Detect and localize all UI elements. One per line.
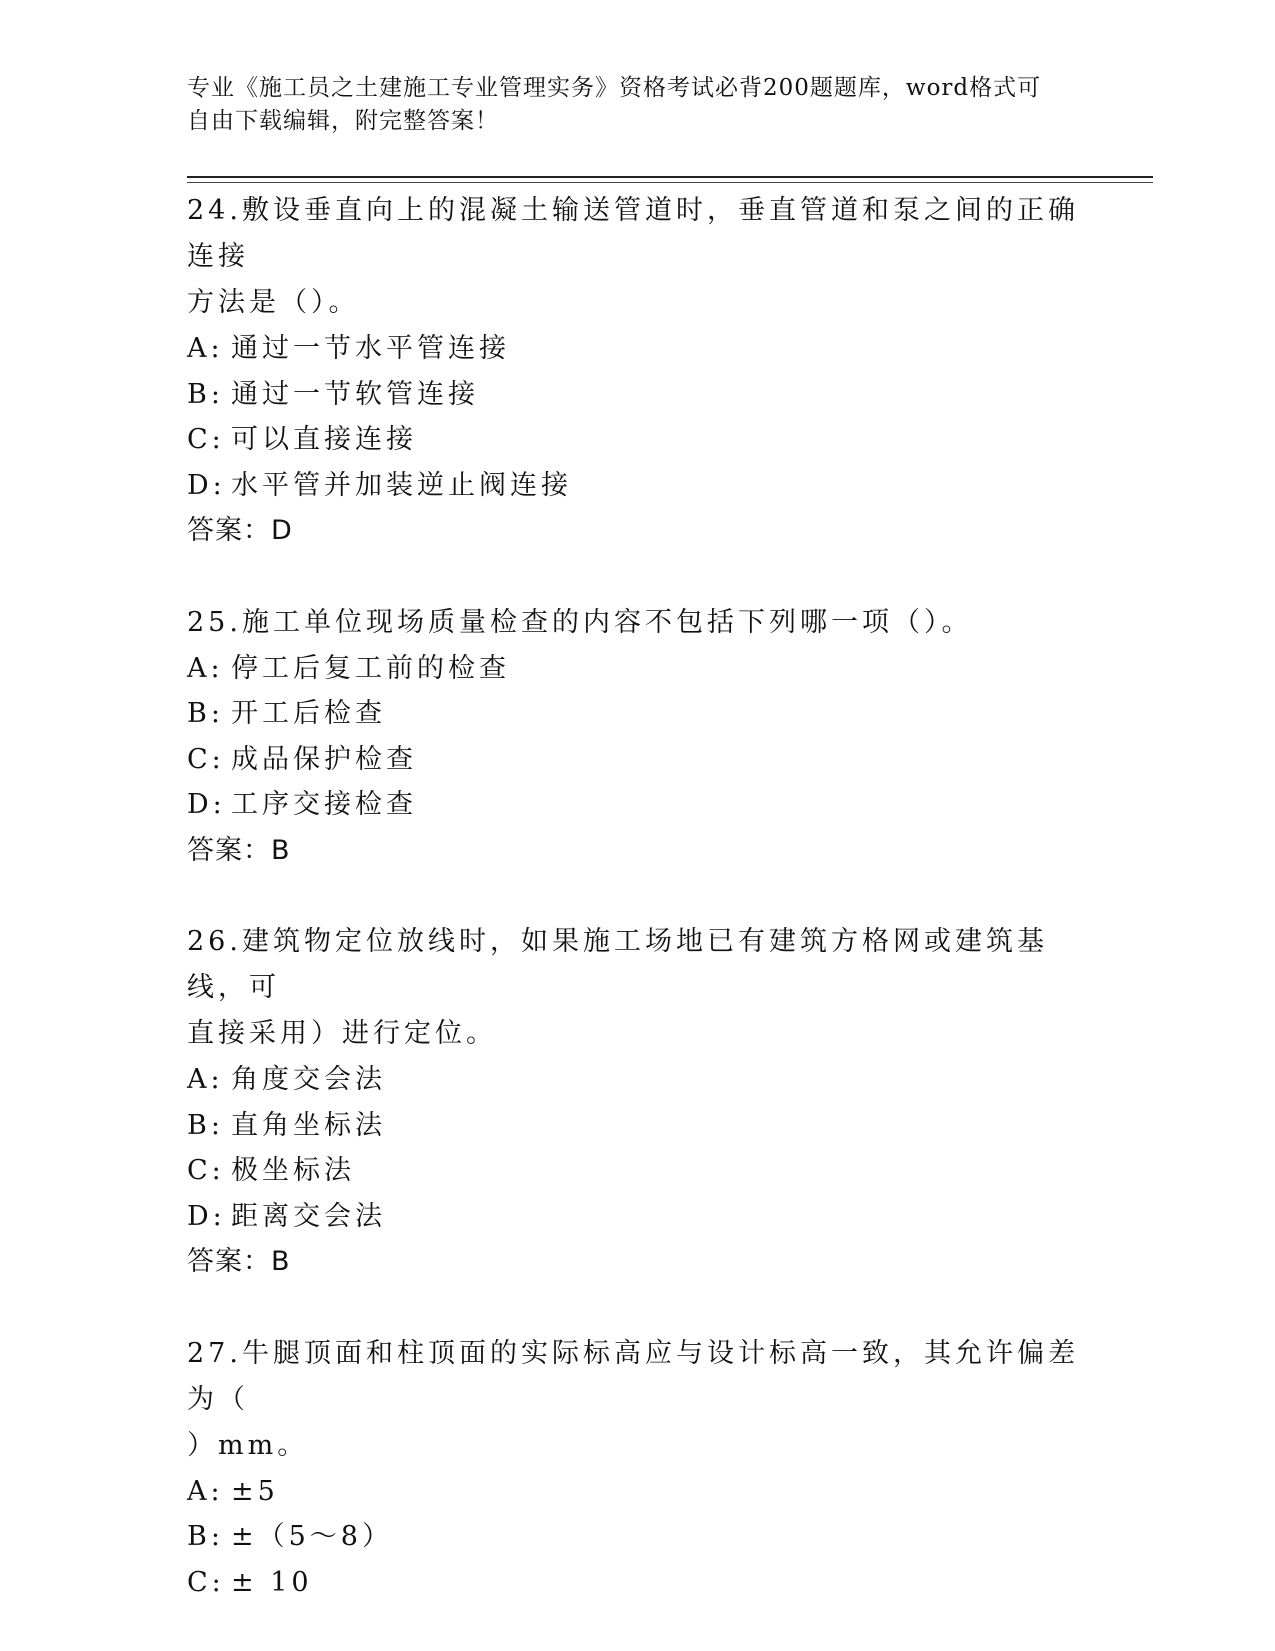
question-24	[187, 188, 1087, 554]
option-letter: C:	[187, 743, 225, 775]
option-text: 水平管并加装逆止阀连接	[231, 469, 572, 501]
option-letter: B:	[187, 378, 224, 410]
answer-line: 答案：B	[187, 834, 291, 866]
option-text: ± 10	[231, 1566, 313, 1598]
option-b	[187, 1103, 1087, 1149]
question-stem	[187, 919, 1087, 1057]
option-a	[187, 326, 1087, 372]
option-letter: C:	[187, 1155, 225, 1186]
option-text: 距离交会法	[231, 1200, 386, 1232]
question-stem-line-1: 27.牛腿顶面和柱顶面的实际标高应与设计标高一致，其允许偏差为（	[187, 1337, 1079, 1415]
option-text: 停工后复工前的检查	[231, 652, 510, 684]
document-header	[187, 72, 1067, 138]
question-stem	[187, 600, 1087, 646]
option-letter: A:	[187, 652, 224, 684]
option-a	[187, 1057, 1087, 1103]
option-text: 极坐标法	[231, 1155, 355, 1186]
option-d	[187, 782, 1087, 828]
header-line-2: 自由下载编辑，附完整答案！	[187, 108, 499, 134]
question-stem-line-1: 25.施工单位现场质量检查的内容不包括下列哪一项（）。	[187, 606, 973, 638]
answer-line: 答案：D	[187, 515, 293, 546]
option-c	[187, 1148, 1087, 1194]
question-26	[187, 919, 1087, 1285]
option-text: 可以直接连接	[231, 424, 417, 455]
header-divider-thin	[187, 182, 1153, 183]
option-text: 工序交接检查	[231, 789, 417, 820]
option-text: 开工后检查	[231, 698, 386, 729]
question-stem-line-1: 24.敷设垂直向上的混凝土输送管道时，垂直管道和泵之间的正确连接	[187, 195, 1079, 272]
header-divider-thick	[187, 176, 1153, 178]
option-letter: D:	[187, 1200, 226, 1232]
question-27	[187, 1331, 1087, 1606]
option-letter: A:	[187, 1064, 224, 1095]
option-text: ±（5～8）	[231, 1521, 393, 1552]
question-stem	[187, 188, 1087, 326]
question-stem	[187, 1331, 1087, 1469]
option-letter: B:	[187, 1521, 224, 1552]
option-letter: A:	[187, 1475, 224, 1507]
header-line-1: 专业《施工员之土建施工专业管理实务》资格考试必背200题题库，word格式可	[187, 75, 1042, 101]
option-a	[187, 1469, 1087, 1515]
option-text: 直角坐标法	[231, 1109, 386, 1141]
question-list	[187, 188, 1087, 1651]
option-letter: C:	[187, 424, 225, 455]
option-b	[187, 1514, 1087, 1560]
option-letter: D:	[187, 469, 226, 501]
option-d	[187, 463, 1087, 509]
question-stem-line-2: ）mm。	[187, 1429, 309, 1461]
option-letter: D:	[187, 789, 226, 820]
option-d	[187, 1194, 1087, 1240]
question-stem-line-2: 方法是（）。	[187, 287, 360, 318]
option-text: ±5	[231, 1475, 279, 1507]
option-letter: C:	[187, 1566, 225, 1598]
option-b	[187, 372, 1087, 418]
option-text: 通过一节水平管连接	[231, 333, 510, 364]
option-letter: B:	[187, 1109, 224, 1141]
question-stem-line-2: 直接采用）进行定位。	[187, 1018, 497, 1049]
option-text: 通过一节软管连接	[231, 378, 479, 410]
option-a	[187, 646, 1087, 692]
answer-line: 答案：B	[187, 1246, 291, 1277]
option-letter: A:	[187, 333, 224, 364]
option-c	[187, 1560, 1087, 1606]
option-c	[187, 737, 1087, 783]
question-25	[187, 600, 1087, 874]
question-stem-line-1: 26.建筑物定位放线时，如果施工场地已有建筑方格网或建筑基线，可	[187, 926, 1048, 1003]
option-b	[187, 691, 1087, 737]
option-c	[187, 417, 1087, 463]
option-text: 成品保护检查	[231, 743, 417, 775]
option-text: 角度交会法	[231, 1064, 386, 1095]
option-letter: B:	[187, 698, 224, 729]
